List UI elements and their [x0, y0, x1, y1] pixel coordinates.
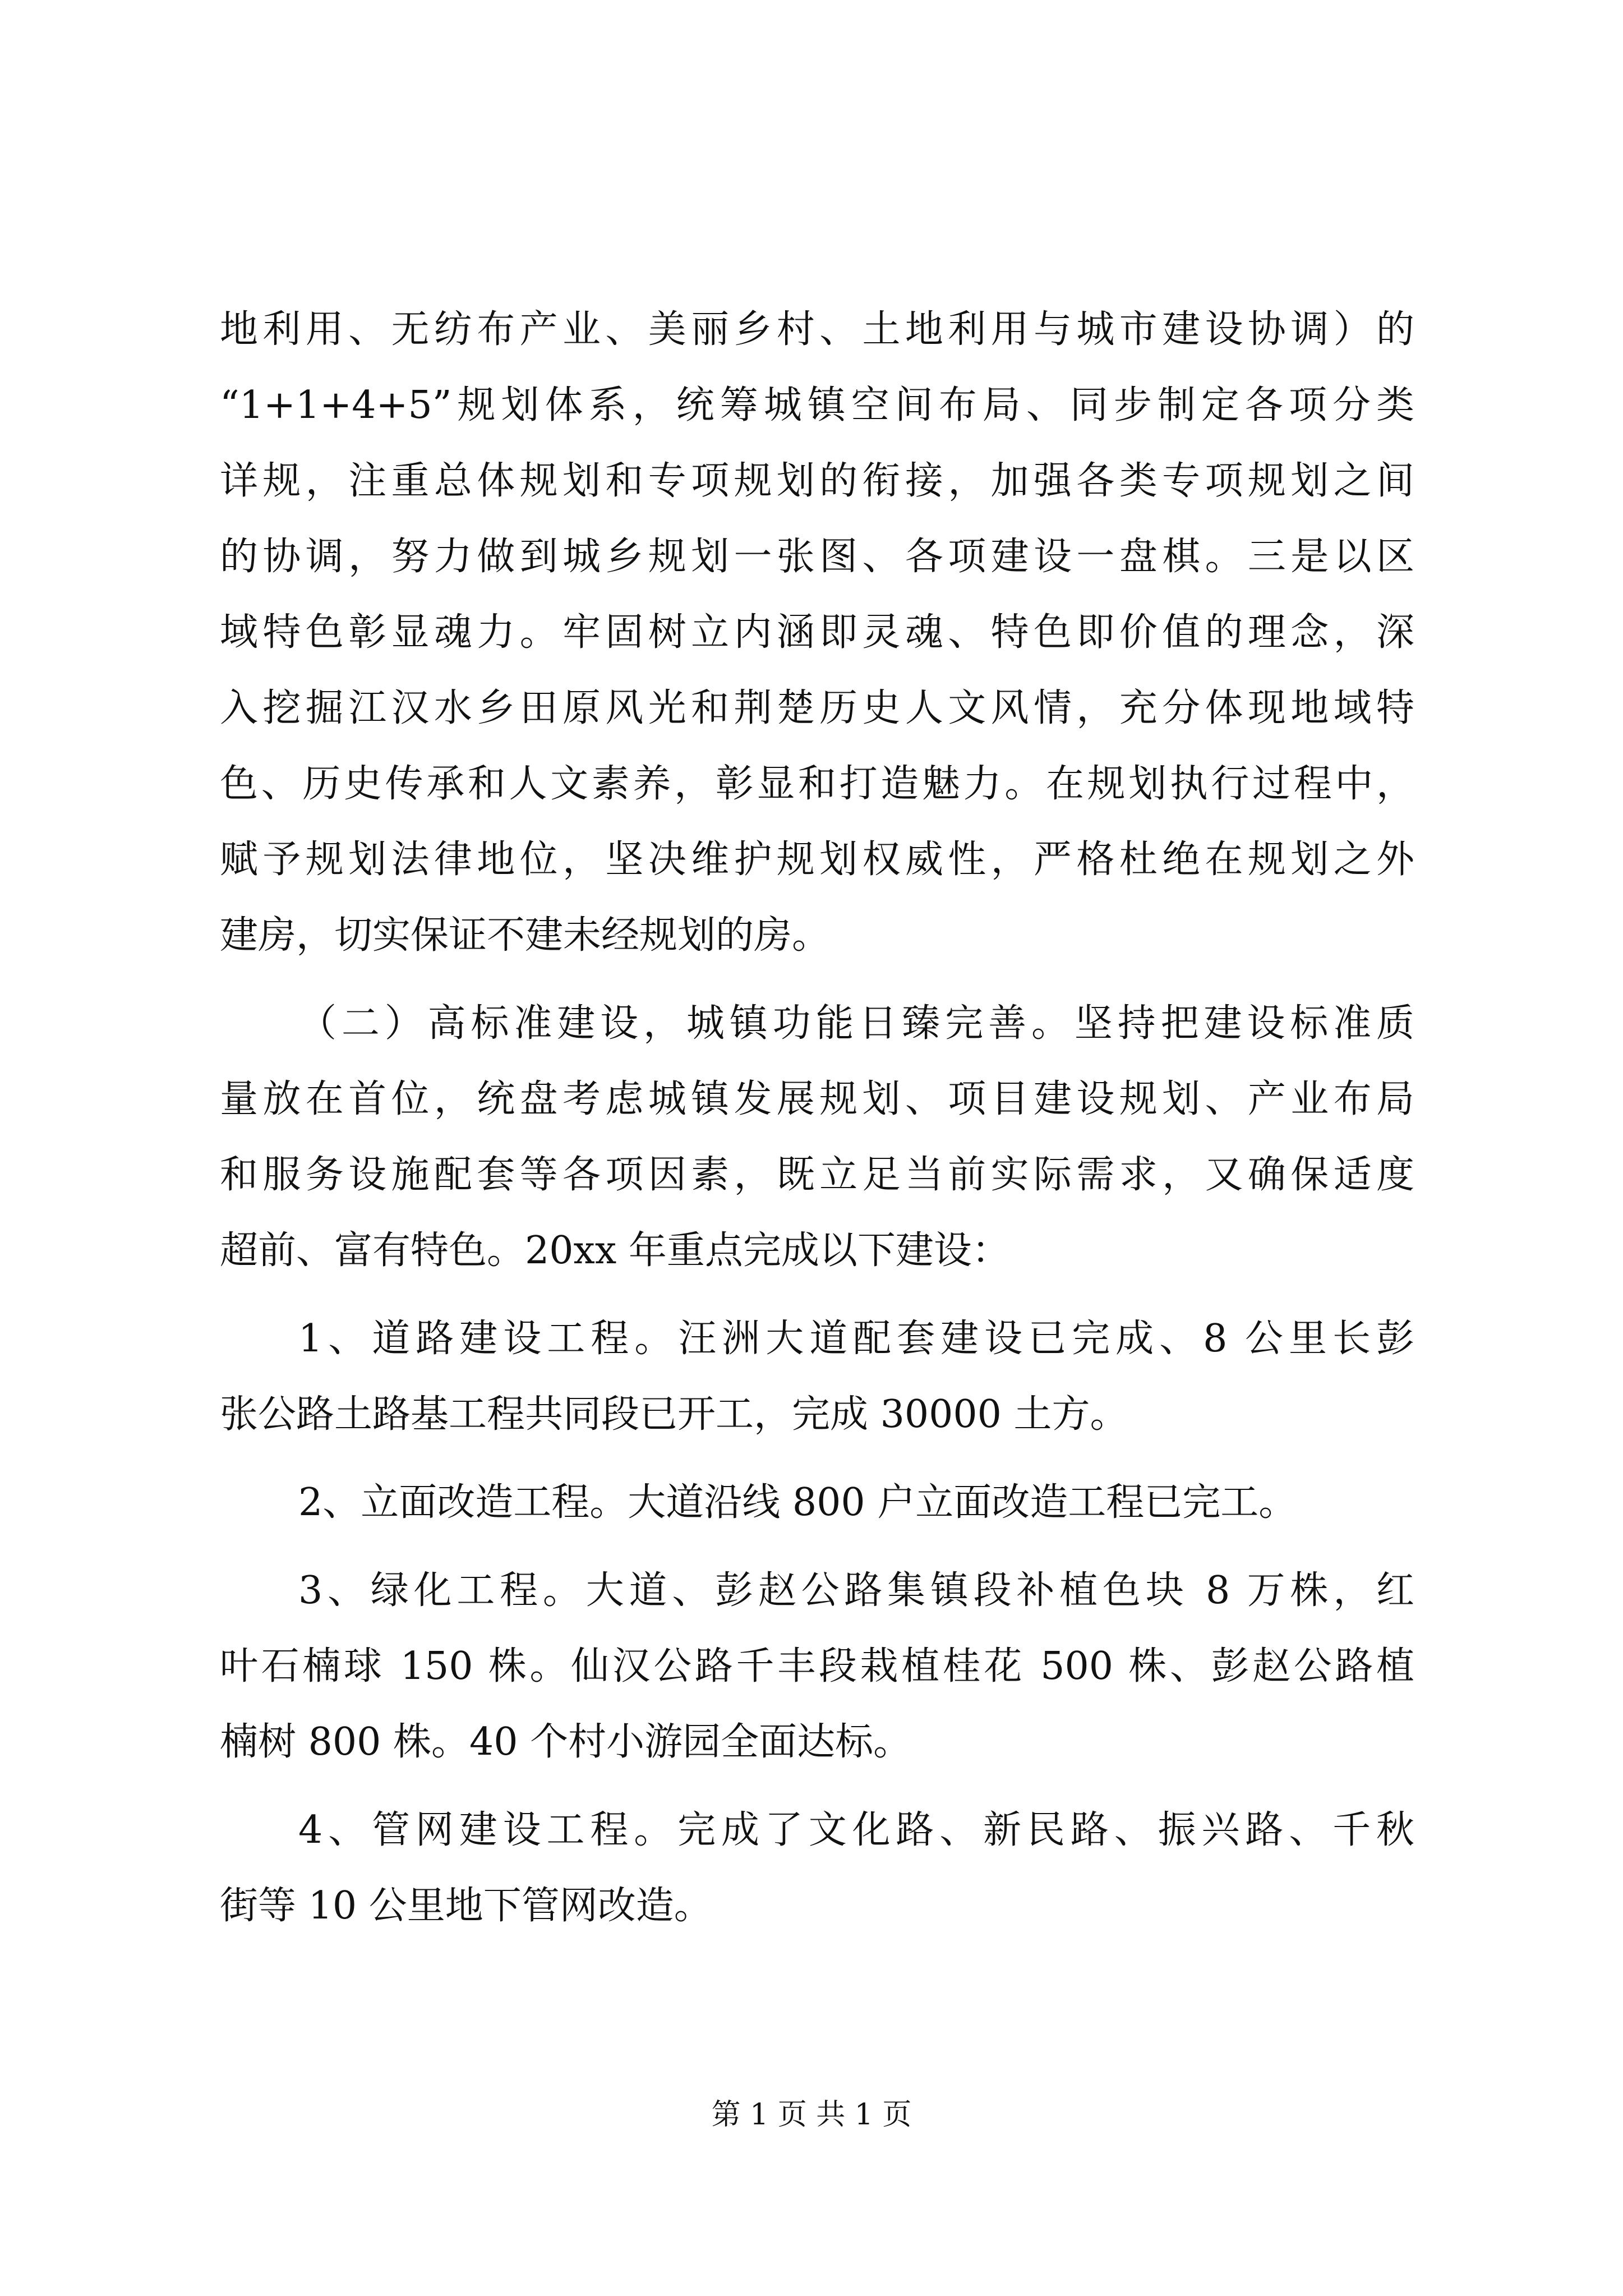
text-line: 超前、富有特色。20xx 年重点完成以下建设： — [220, 1228, 1010, 1273]
text-line: 量放在首位，统盘考虑城镇发展规划、项目建设规划、产业布局 — [220, 1077, 1414, 1121]
text-line: 建房，切实保证不建未经规划的房。 — [220, 913, 831, 958]
text-line: 街等 10 公里地下管网改造。 — [220, 1884, 712, 1928]
text-line: 入挖掘江汉水乡田原风光和荆楚历史人文风情，充分体现地域特 — [220, 686, 1414, 730]
text-line: 叶石楠球 150 株。仙汉公路千丰段栽植桂花 500 株、彭赵公路植 — [220, 1644, 1414, 1688]
text-line: 和服务设施配套等各项因素，既立足当前实际需求，又确保适度 — [220, 1153, 1414, 1197]
document-body — [220, 292, 1414, 1944]
text-line: 地利用、无纺布产业、美丽乡村、土地利用与城市建设协调）的 — [220, 307, 1414, 352]
page-number-footer: 第 1 页 共 1 页 — [711, 2098, 912, 2132]
list-item-line: 2、立面改造工程。大道沿线 800 户立面改造工程已完工。 — [298, 1480, 1297, 1525]
text-line: 楠树 800 株。40 个村小游园全面达标。 — [220, 1720, 912, 1764]
text-line: 张公路土路基工程共同段已开工，完成 30000 土方。 — [220, 1392, 1128, 1437]
text-line: 域特色彰显魂力。牢固树立内涵即灵魂、特色即价值的理念，深 — [220, 610, 1414, 655]
text-line: 赋予规划法律地位，坚决维护规划权威性，严格杜绝在规划之外 — [220, 838, 1414, 882]
text-line: 色、历史传承和人文素养，彰显和打造魅力。在规划执行过程中， — [220, 762, 1414, 806]
list-item-line: 4、管网建设工程。完成了文化路、新民路、振兴路、千秋 — [298, 1808, 1414, 1852]
text-line: “1+1+4+5”规划体系，统筹城镇空间布局、同步制定各项分类 — [220, 383, 1414, 427]
text-line: 的协调，努力做到城乡规划一张图、各项建设一盘棋。三是以区 — [220, 535, 1414, 579]
list-item-line: 3、绿化工程。大道、彭赵公路集镇段补植色块 8 万株，红 — [298, 1568, 1414, 1613]
list-item-line: 1、道路建设工程。汪洲大道配套建设已完成、8 公里长彭 — [298, 1317, 1414, 1361]
section-heading-line: （二）高标准建设，城镇功能日臻完善。坚持把建设标准质 — [298, 1001, 1414, 1046]
text-line: 详规，注重总体规划和专项规划的衔接，加强各类专项规划之间 — [220, 459, 1414, 503]
